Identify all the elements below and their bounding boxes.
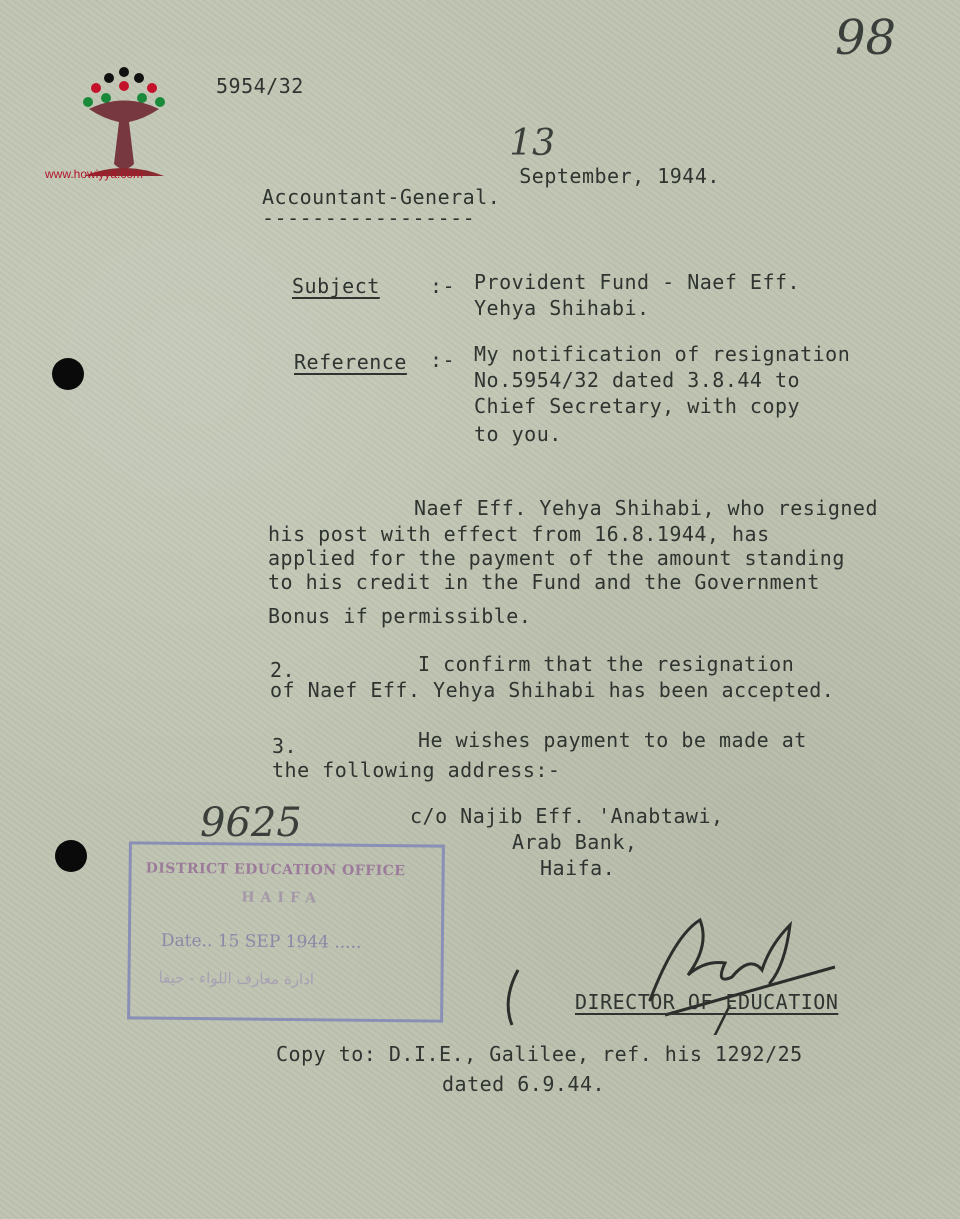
subject-separator: :- — [430, 274, 456, 298]
paragraph-2-line-2: of Naef Eff. Yehya Shihabi has been accepted. — [270, 678, 835, 702]
tree-logo-icon — [74, 64, 174, 184]
file-number: 5954/32 — [216, 74, 304, 98]
stamp-date: Date.. 15 SEP 1944 ..... — [160, 930, 362, 953]
howiyya-logo — [45, 45, 165, 181]
signature-icon — [500, 905, 860, 1035]
reference-line-2: No.5954/32 dated 3.8.44 to — [474, 368, 801, 392]
stamp-arabic-text: ادارة معارف اللواء - حيفا — [158, 968, 315, 989]
reference-label: Reference — [294, 350, 407, 374]
subject-label: Subject — [292, 274, 380, 298]
stamp-office-name: DISTRICT EDUCATION OFFICE — [145, 860, 406, 880]
subject-line-2: Yehya Shihabi. — [474, 296, 650, 320]
date-month-year: September, 1944. — [519, 164, 720, 188]
subject-line-1: Provident Fund - Naef Eff. — [474, 270, 801, 294]
punch-hole-top — [52, 358, 84, 390]
paragraph-1-line-4: to his credit in the Fund and the Government — [268, 570, 820, 594]
district-education-office-stamp — [127, 841, 445, 1022]
letter-date — [490, 104, 720, 188]
page-number: 98 — [835, 10, 897, 66]
paragraph-3-number: 3. — [272, 734, 298, 758]
stamp-date-value: 15 SEP 1944 — [217, 931, 330, 953]
address-line-3: Haifa. — [540, 856, 616, 880]
handwritten-number: 9625 — [200, 800, 302, 846]
paragraph-1-line-2: his post with effect from 16.8.1944, has — [268, 522, 770, 546]
paragraph-3-line-1: He wishes payment to be made at — [418, 728, 807, 752]
paragraph-2-line-1: I confirm that the resignation — [418, 652, 795, 676]
reference-line-1: My notification of resignation — [474, 342, 851, 366]
signature-title: DIRECTOR OF EDUCATION — [575, 990, 839, 1014]
addressee-rule: ----------------- — [262, 206, 476, 230]
paragraph-1-line-5: Bonus if permissible. — [268, 604, 532, 628]
punch-hole-bottom — [55, 840, 87, 872]
reference-separator: :- — [430, 348, 456, 372]
address-line-1: c/o Najib Eff. 'Anabtawi, — [410, 804, 724, 828]
paragraph-1-line-3: applied for the payment of the amount standing — [268, 546, 845, 570]
copy-to-line-1: Copy to: D.I.E., Galilee, ref. his 1292/25 — [276, 1042, 803, 1066]
reference-line-3: Chief Secretary, with copy — [474, 394, 801, 418]
addressee: Accountant-General. — [262, 185, 501, 209]
stamp-date-label: Date — [160, 930, 202, 952]
paragraph-1-line-1: Naef Eff. Yehya Shihabi, who resigned — [414, 496, 879, 520]
paragraph-3-line-2: the following address:- — [272, 758, 561, 782]
address-line-2: Arab Bank, — [512, 830, 638, 854]
stamp-city: HAIFA — [241, 889, 323, 907]
paragraph-2-number: 2. — [270, 658, 296, 682]
logo-url: www.howiyya.com — [45, 167, 144, 181]
date-day: 13 — [509, 123, 556, 164]
reference-line-4: to you. — [474, 422, 562, 446]
copy-to-line-2: dated 6.9.44. — [442, 1072, 606, 1096]
